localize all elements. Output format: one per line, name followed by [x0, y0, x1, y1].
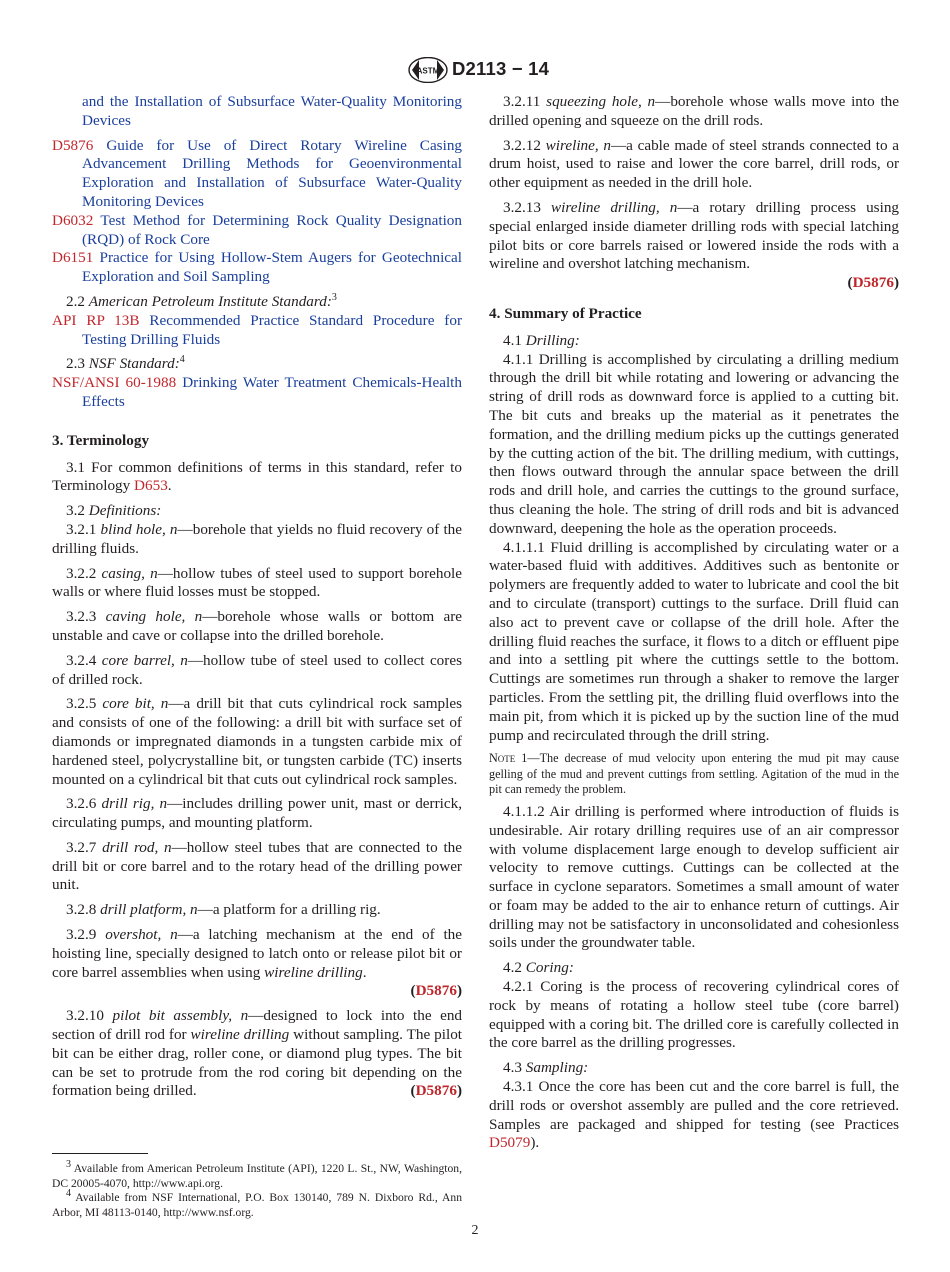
paragraph-4-3-1: 4.3.1 Once the core has been cut and the core barrel is full, the drill rods or overshot assembly are pulled and the core retrieved. Samples are packaged and shipped for testing (see Practices D5079). — [489, 1078, 899, 1152]
definition-3-2-11: 3.2.11 squeezing hole, n—borehole whose walls move into the drilled opening and squeeze on the drill rods. — [489, 93, 900, 129]
reference-d6032 — [52, 212, 462, 250]
definition: 3.2.5 core bit, n—a drill bit that cuts cylindrical rock samples and consists of one of the following: a drill bit with surface set of diamonds or impregnated diamonds in a tungsten carbide mix of hardened steel, polycrystalline bit, or tungsten carbide (TC) inserts mounted on a cylindrical bit that cuts out cylindrical rock samples. — [52, 695, 462, 788]
reference-title-link[interactable]: Test Method for Determining Rock Quality Designation (RQD) of Rock Core — [82, 211, 462, 248]
left-column — [52, 93, 462, 1101]
definition: 3.2.7 drill rod, n—hollow steel tubes that are connected to the drill bit or core barrel and to the rotary head of the drilling power unit. — [52, 838, 462, 894]
page-header — [0, 57, 950, 83]
svg-text:ASTM: ASTM — [416, 66, 440, 76]
definition: 3.2.4 core barrel, n—hollow tube of steel used to collect cores of drilled rock. — [52, 651, 462, 688]
footnote-marker: 3 — [331, 291, 337, 303]
section-2-2: 2.2 American Petroleum Institute Standard:$^3$ — [66, 291, 337, 310]
footnote-3: 3 Available from American Petroleum Institute (API), 1220 L. St., NW, Washington, DC 20005-4070, http://www.api.org. — [52, 1159, 462, 1190]
definition: 3.2.1 blind hole, n—borehole that yields no fluid recovery of the drilling fluids. — [52, 520, 462, 557]
paragraph-4-1-1-2: 4.1.1.2 Air drilling is performed where introduction of fluids is undesirable. Air rotary drilling requires use of an air compressor with volume displacement large enough to develop sufficient air velocity to remove cuttings. Cuttings can be collected at the surface in cyclone separators. Sometimes a small amount of water or foam may be added to the air to enhance return of cuttings. Air drilling may not be satisfactory in unconsolidated and cohesionless soils under the groundwater table. — [489, 802, 899, 952]
section-heading: 3. Terminology — [52, 431, 150, 449]
footnote-marker: 4 — [179, 354, 185, 366]
standard-ref-link[interactable]: D5876 — [415, 1082, 457, 1100]
paragraph-4-1-1: 4.1.1 Drilling is accomplished by circulating a drilling medium through the drill bit while rotating and lowering or advancing the string of drill rods as downward force is applied to a cutting bit. The bit cuts and breaks up the material as it penetrates the formation, and the drilling medium picks up the cuttings generated by the cutting action of the bit. The drilling medium, with cuttings, then flows outward through the annular space between the drill rods and drill hole, and carries the cuttings to the ground surface, thus cleaning the hole. The string of drill rods and bit is advanced downward, deepening the hole as the operation proceeds. — [489, 350, 899, 537]
terminology-link[interactable]: D653 — [134, 477, 168, 495]
reference-code-link[interactable]: D6032 — [52, 211, 94, 229]
reference-code-link[interactable]: API RP 13B — [52, 311, 140, 329]
note-1: Note 1—The decrease of mud velocity upon entering the mud pit may cause gelling of the mud and prevent cuttings from settling. Agitation of the mud in the pit can remedy the problem. — [489, 751, 900, 796]
reference-code-link[interactable]: D6151 — [52, 249, 94, 267]
right-column — [489, 93, 899, 1153]
definition-3-2-12: 3.2.12 wireline, n—a cable made of steel strands connected to a drum hoist, used to raise and lower the core barrel, drill rods, or other equipment as needed in the drill hole. — [489, 136, 899, 192]
reference-d6151 — [52, 249, 462, 287]
reference-title-link[interactable]: Practice for Using Hollow-Stem Augers for Geotechnical Exploration and Soil Sampling — [82, 249, 462, 286]
paragraph-4-1-1-1: 4.1.1.1 Fluid drilling is accomplished by circulating water or a water-based fluid with additives. Additives such as bentonite or polymers are frequently added to water to lubricate and cool the bit and to circulate (transport) cuttings to the surface. Drill fluid can also act to prevent cave or collapse of the drill hole. After the drilling fluid reaches the surface, it flows to a ditch or effluent pipe and into a settling pit where the cuttings settle to the bottom. Cuttings are sometimes run through a shaker to remove the larger particles. From the settling pit, the drilling fluid overflows into the main pit, from which it is picked up by the suction line of the mud pump and recirculated through the drill string. — [489, 538, 899, 744]
reference-api — [52, 312, 462, 350]
section-2-3: 2.3 NSF Standard:$^4$ — [66, 354, 185, 373]
paragraph-4-1: 4.1 Drilling: — [503, 331, 580, 349]
footnote-rule — [52, 1153, 148, 1154]
definition-3-2-9: 3.2.9 overshot, n—a latching mechanism at the end of the hoisting line, specially designed to latch onto or release pilot bit or core barrel assemblies when using wireline drilling. (D5876) — [52, 926, 462, 1000]
paragraph-4-2: 4.2 Coring: — [503, 959, 574, 977]
reference-d5876 — [52, 137, 462, 212]
definition-3-2-13: 3.2.13 wireline drilling, n—a rotary drilling process using special enlarged inside diameter drilling rods with special latching pilot bits or core barrels raised or lowered inside the rods with a wireline and overshot latching mechanism. (D5876) — [489, 198, 900, 292]
definition: 3.2.6 drill rig, n—includes drilling power unit, mast or derrick, circulating pumps, and mounting platform. — [52, 795, 463, 832]
reference-code-link[interactable]: NSF/ANSI 60-1988 — [52, 374, 177, 392]
paragraph-4-3: 4.3 Sampling: — [503, 1059, 589, 1077]
reference-continuation: and the Installation of Subsurface Water-Quality Monitoring Devices — [82, 93, 462, 129]
page-number: 2 — [471, 1223, 479, 1238]
section-heading: 4. Summary of Practice — [489, 304, 642, 322]
definition-3-2-10: 3.2.10 pilot bit assembly, n—designed to lock into the end section of drill rod for wireline drilling without sampling. The pilot bit can be either drag, roller cone, or diamond plug types. The bit can be set to protrude from the rod coring bit depending on the formation being drilled. (D5876) — [52, 1007, 463, 1100]
paragraph-4-2-1: 4.2.1 Coring is the process of recovering cylindrical cores of rock by means of rotating a hollow steel tube (core barrel) equipped with a coring bit. The drilled core is carefully collected in the core barrel as the drilling progresses. — [489, 978, 899, 1052]
reference-title-link[interactable]: Recommended Practice Standard Procedure for Testing Drilling Fluids — [82, 311, 463, 348]
astm-logo-icon — [408, 57, 448, 83]
definition: 3.2.8 drill platform, n—a platform for a drilling rig. — [66, 901, 381, 919]
reference-nsf — [52, 374, 462, 412]
reference-title-link[interactable]: Guide for Use of Direct Rotary Wireline Casing Advancement Drilling Methods for Geoenvironmental Exploration and Installation of Subsurface Water-Quality Monitoring Devices — [82, 136, 463, 210]
footnote-4: 4 Available from NSF International, P.O. Box 130140, 789 N. Dixboro Rd., Ann Arbor, MI 48113-0140, http://www.nsf.org. — [52, 1188, 462, 1219]
reference-code-link[interactable]: D5876 — [52, 136, 94, 154]
paragraph-3-2: 3.2 Definitions: — [66, 502, 162, 520]
paragraph-3-1: 3.1 For common definitions of terms in this standard, refer to Terminology D653. — [52, 458, 462, 495]
definition: 3.2.2 casing, n—hollow tubes of steel used to support borehole walls or where fluid losses must be stopped. — [52, 564, 463, 601]
definition: 3.2.3 caving hole, n—borehole whose walls or bottom are unstable and cave or collapse into the drilled borehole. — [52, 608, 463, 644]
practice-link[interactable]: D5079 — [489, 1134, 531, 1152]
reference-title-link[interactable]: Drinking Water Treatment Chemicals-Health Effects — [82, 374, 462, 410]
document-code: D2113 − 14 — [452, 58, 550, 79]
standard-ref-link[interactable]: D5876 — [415, 982, 457, 1000]
standard-ref-link[interactable]: D5876 — [852, 274, 894, 292]
